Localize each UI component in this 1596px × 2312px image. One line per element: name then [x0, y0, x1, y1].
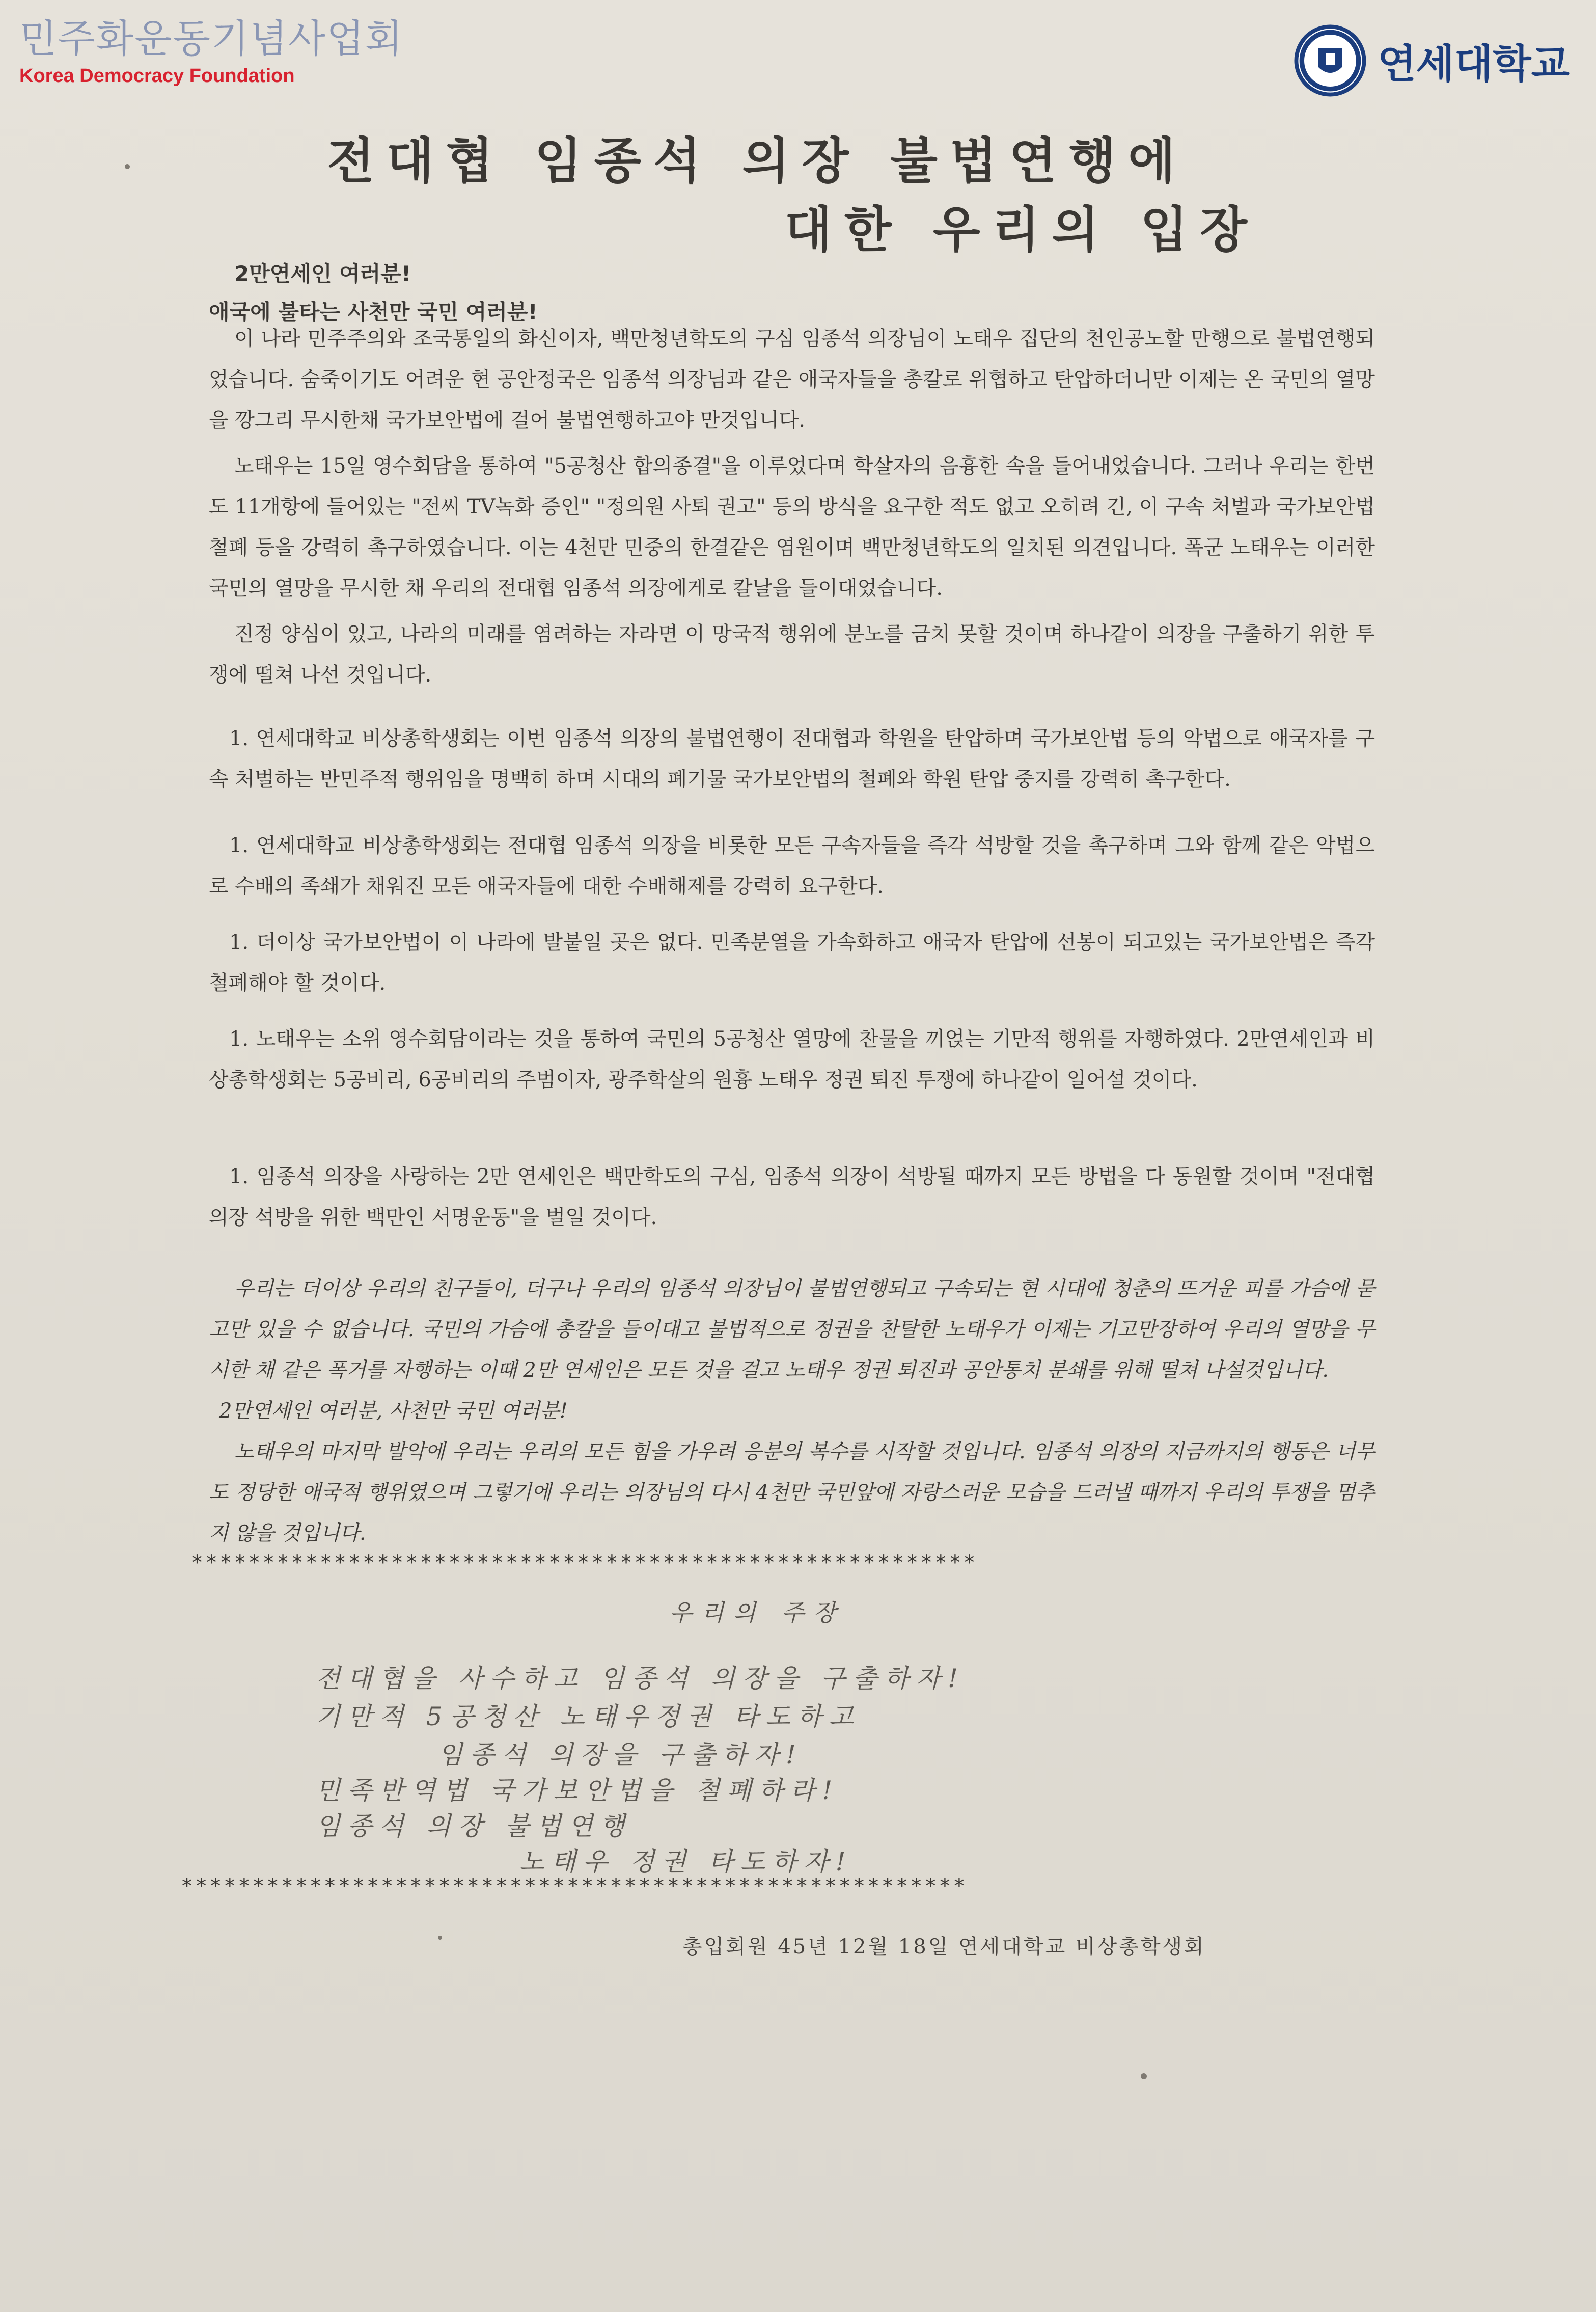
slogan-line: 노태우 정권 타도하자!: [519, 1847, 853, 1876]
university-name: 연세대학교: [1378, 41, 1570, 87]
title-line-2: 대한 우리의 입장: [785, 201, 1259, 258]
slogan-line: 임종석 의장 불법연행: [316, 1811, 632, 1841]
body-paragraph: 진정 양심이 있고, 나라의 미래를 염려하는 자라면 이 망국적 행위에 분노를 금치 못할 것이며 하나같이 의장을 구출하기 위한 투쟁에 떨쳐 나선 것입니다.: [209, 622, 1375, 687]
paper-speck: [1141, 2073, 1147, 2079]
slogan-line: 민족반역법 국가보안법을 철폐하라!: [316, 1776, 840, 1805]
demand-item: [209, 1019, 1375, 1100]
demand-text: 1. 연세대학교 비상총학생회는 이번 임종석 의장의 불법연행이 전대협과 학원을 탄압하며 국가보안법 등의 악법으로 애국자를 구속 처벌하는 반민주적 행위임을 명백히 하며 시대의 폐기물 국가보안법의 철폐와 학원 탄압 중지를 강력히 촉구한다.: [209, 727, 1375, 791]
slogans-title: 우리의 주장: [669, 1599, 845, 1626]
body-paragraph: 노태우는 15일 영수회담을 통하여 "5공청산 합의종결"을 이루었다며 학살자의 음흉한 속을 들어내었습니다. 그러나 우리는 한번도 11개항에 들어있는 "전씨 TV녹화 증인" "정의원 사퇴 권고" 등의 방식을 요구한 적도 없고 오히려 긴, 이 구속 처벌과 국가보안법 철폐 등을 강력히 촉구하였습니다. 이는 4천만 민중의 한결같은 염원이며 백만청년학도의 일치된 의견입니다. 폭군 노태우는 이러한 국민의 열망을 무시한 채 우리의 전대협 임종석 의장에게로 칼날을 들이대었습니다.: [209, 454, 1375, 600]
closing-paragraph: 노태우의 마지막 발악에 우리는 우리의 모든 힘을 가우려 응분의 복수를 시작할 것입니다. 임종석 의장의 지금까지의 행동은 너무도 정당한 애국적 행위였으며 그렇기에 우리는 의장님의 다시 4천만 국민앞에 자랑스러운 모습을 드러낼 때까지 우리의 투쟁을 멈추지 않을 것입니다.: [209, 1440, 1375, 1545]
foundation-logo: [19, 16, 404, 87]
slogan-line: 기만적 5공청산 노태우정권 타도하고: [316, 1702, 861, 1731]
slogan-line: 임종석 의장을 구출하자!: [438, 1740, 803, 1770]
demand-item: [209, 922, 1375, 1003]
demand-text: 1. 임종석 의장을 사랑하는 2만 연세인은 백만학도의 구심, 임종석 의장이 석방될 때까지 모든 방법을 다 동원할 것이며 "전대협 의장 석방을 위한 백만인 서명운동"을 벌일 것이다.: [209, 1165, 1375, 1229]
title-line-1: 전대협 임종석 의장 불법연행에: [327, 132, 1188, 189]
paper-speck: [125, 164, 130, 169]
closing-text: [209, 1268, 1375, 1554]
star-divider-bottom: *******************************************************: [181, 1874, 968, 1898]
body-text: [209, 318, 1375, 695]
demand-item: [209, 1156, 1375, 1238]
closing-paragraph: 2만연세인 여러분, 사천만 국민 여러분!: [219, 1399, 568, 1423]
demand-item: [209, 718, 1375, 800]
demand-text: 1. 노태우는 소위 영수회담이라는 것을 통하여 국민의 5공청산 열망에 찬물을 끼얹는 기만적 행위를 자행하였다. 2만연세인과 비상총학생회는 5공비리, 6공비리의 주범이자, 광주학살의 원흉 노태우 정권 퇴진 투쟁에 하나같이 일어설 것이다.: [209, 1027, 1375, 1092]
university-logo: [1292, 22, 1570, 99]
slogan-line: 전대협을 사수하고 임종석 의장을 구출하자!: [316, 1664, 966, 1693]
salutation-2: 애국에 불타는 사천만 국민 여러분!: [209, 300, 538, 324]
demand-item: [209, 825, 1375, 907]
salutation-1: 2만연세인 여러분!: [234, 261, 411, 286]
star-divider-top: *******************************************************: [191, 1551, 978, 1574]
demand-text: 1. 연세대학교 비상총학생회는 전대협 임종석 의장을 비롯한 모든 구속자들을 즉각 석방할 것을 촉구하며 그와 함께 같은 악법으로 수배의 족쇄가 채워진 모든 애국자들에 대한 수배해제를 강력히 요구한다.: [209, 834, 1375, 898]
closing-paragraph: 우리는 더이상 우리의 친구들이, 더구나 우리의 임종석 의장님이 불법연행되고 구속되는 현 시대에 청춘의 뜨거운 피를 가슴에 묻고만 있을 수 없습니다. 국민의 가슴에 총칼을 들이대고 불법적으로 정권을 찬탈한 노태우가 이제는 기고만장하여 우리의 열망을 무시한 채 같은 폭거를 자행하는 이때 2만 연세인은 모든 것을 걸고 노태우 정권 퇴진과 공안통치 분쇄를 위해 떨쳐 나설것입니다.: [209, 1277, 1375, 1382]
foundation-english: Korea Democracy Foundation: [19, 65, 295, 87]
demand-text: 1. 더이상 국가보안법이 이 나라에 발붙일 곳은 없다. 민족분열을 가속화하고 애국자 탄압에 선봉이 되고있는 국가보안법은 즉각 철폐해야 할 것이다.: [209, 931, 1375, 995]
foundation-hangul: 민주화운동기념사업회: [19, 16, 404, 61]
body-paragraph: 이 나라 민주주의와 조국통일의 화신이자, 백만청년학도의 구심 임종석 의장님이 노태우 집단의 천인공노할 만행으로 불법연행되었습니다. 숨죽이기도 어려운 현 공안정국은 임종석 의장님과 같은 애국자들을 총칼로 위협하고 탄압하더니만 이제는 온 국민의 열망을 깡그리 무시한채 국가보안법에 걸어 불법연행하고야 만것입니다.: [209, 327, 1375, 432]
paper-speck: [438, 1936, 442, 1940]
yonsei-seal-icon: [1292, 22, 1368, 99]
signature: 총입회원 45년 12월 18일 연세대학교 비상총학생회: [682, 1935, 1206, 1959]
